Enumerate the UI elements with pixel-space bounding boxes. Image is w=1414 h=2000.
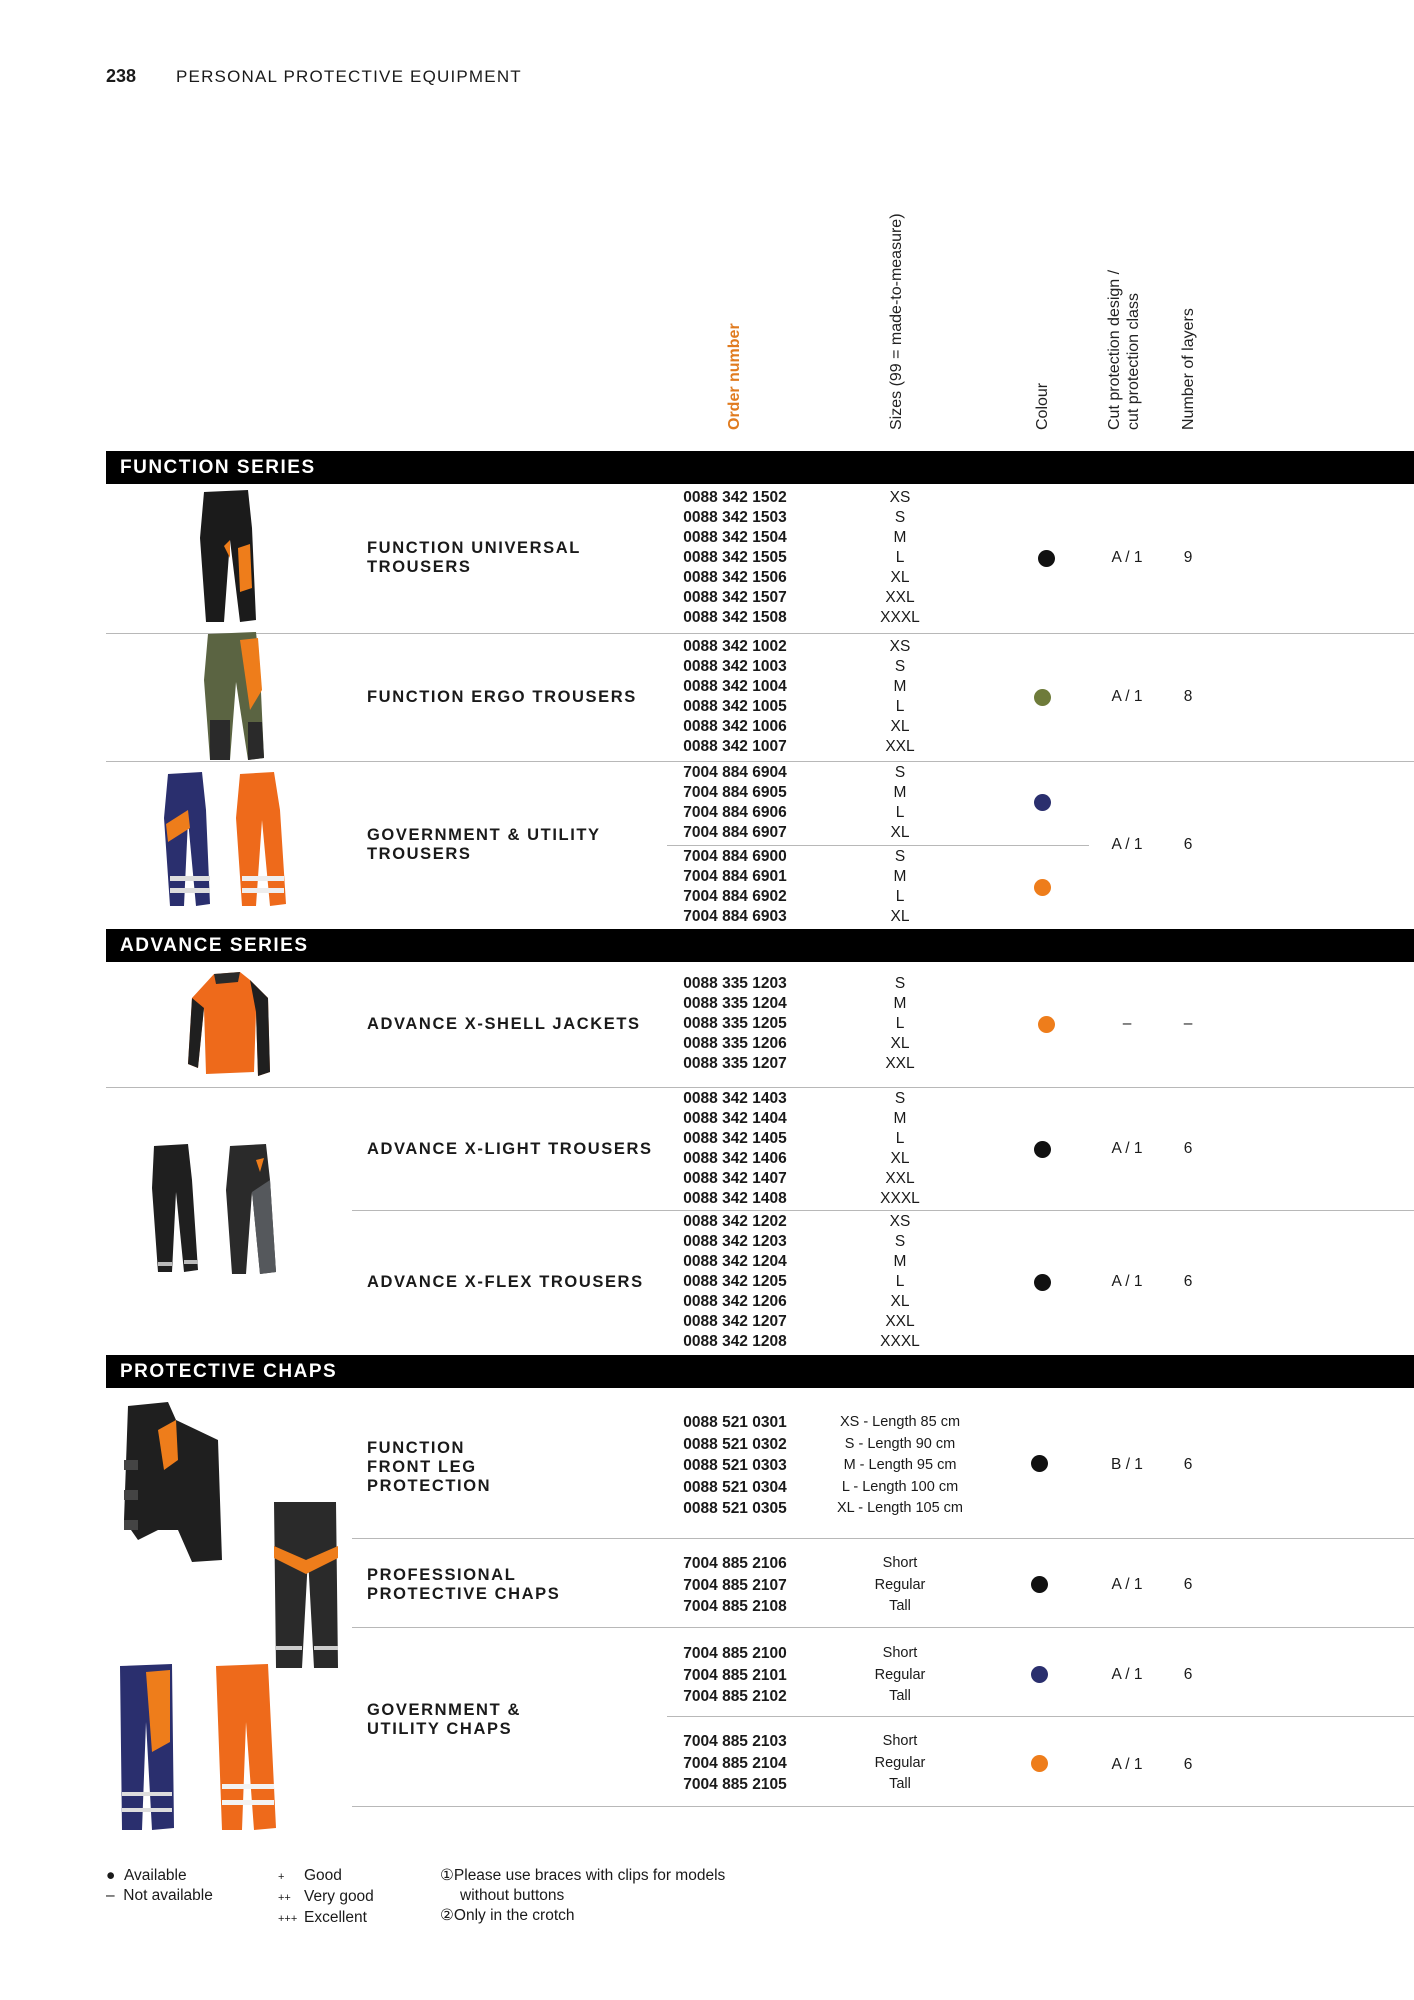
order-number: 0088 342 1508: [683, 609, 787, 626]
size: XXXL: [880, 1190, 920, 1207]
order-number: 7004 885 2100: [683, 1645, 787, 1662]
size: L: [895, 804, 905, 821]
order-number: 7004 885 2108: [683, 1598, 787, 1615]
order-list-x-shell: [660, 974, 810, 1074]
order-number: 0088 342 1007: [683, 738, 787, 755]
section-function-series: FUNCTION SERIES: [106, 451, 1414, 484]
size: XS: [889, 489, 911, 506]
layer-count: –: [1183, 1015, 1193, 1032]
order-list-gov-chaps-navy: [660, 1643, 810, 1708]
order-number: 0088 342 1405: [683, 1130, 787, 1147]
product-photo-function-ergo: [196, 630, 280, 762]
size: Short: [882, 1645, 918, 1661]
row-divider: [106, 761, 1414, 762]
product-name: GOVERNMENT & UTILITY CHAPS: [367, 1701, 521, 1738]
product-name: FUNCTION FRONT LEG PROTECTION: [367, 1439, 492, 1495]
size: Regular: [874, 1576, 926, 1593]
colour-dot-black: [1034, 1274, 1051, 1291]
cut-class: A / 1: [1111, 549, 1143, 566]
product-photo-function-universal: [190, 488, 270, 626]
order-number: 0088 342 1507: [683, 589, 787, 606]
cut-class: A / 1: [1111, 688, 1143, 705]
size: XXXL: [880, 609, 920, 626]
legend-not-available: Not available: [123, 1887, 213, 1904]
order-number: 7004 885 2101: [683, 1666, 787, 1684]
row-divider: [352, 1538, 1414, 1539]
layer-count: 6: [1183, 1140, 1193, 1157]
order-number: 0088 342 1205: [683, 1273, 787, 1290]
size: XL: [890, 1150, 910, 1167]
order-number: 0088 335 1207: [683, 1055, 787, 1072]
cut-class: A / 1: [1111, 1140, 1143, 1157]
layer-count: 6: [1183, 1576, 1193, 1593]
order-number: 0088 335 1204: [683, 995, 787, 1012]
size: Tall: [889, 1598, 911, 1614]
colour-dot-olive: [1034, 689, 1051, 706]
size: XS: [889, 1213, 911, 1230]
order-number: 7004 885 2102: [683, 1688, 787, 1705]
legend-rating: [278, 1866, 374, 1929]
row-divider: [352, 1627, 1414, 1628]
colour-dot-black: [1031, 1455, 1048, 1472]
product-name: PROFESSIONAL PROTECTIVE CHAPS: [367, 1566, 561, 1603]
colour-dot-orange: [1034, 879, 1051, 896]
legend-notes: [440, 1866, 725, 1926]
legend-availability: [106, 1866, 213, 1906]
order-number: 0088 342 1204: [683, 1253, 787, 1270]
cut-class: A / 1: [1111, 1576, 1143, 1593]
product-photo-gov-utility-trousers: [158, 770, 298, 910]
order-number: 7004 885 2104: [683, 1754, 787, 1772]
size: L: [895, 698, 905, 715]
size: M: [893, 1253, 907, 1270]
col-layers: Number of layers: [1180, 308, 1197, 430]
size: L: [895, 1015, 905, 1032]
size: XS - Length 85 cm: [839, 1414, 961, 1430]
legend-good: Good: [304, 1867, 342, 1884]
size: L: [895, 888, 905, 905]
size: L: [895, 1273, 905, 1290]
col-sizes: Sizes (99 = made-to-measure): [888, 213, 905, 430]
size: Regular: [874, 1754, 926, 1771]
order-number: 7004 884 6905: [683, 784, 787, 801]
size: Tall: [889, 1776, 911, 1792]
product-photo-gov-utility-chaps: [112, 1662, 292, 1834]
order-number: 0088 521 0302: [683, 1435, 787, 1453]
legend-available: Available: [124, 1867, 187, 1884]
order-number: 0088 342 1503: [683, 509, 787, 526]
size-list-front-leg: [820, 1412, 980, 1520]
size-list-gov-chaps-navy: [820, 1643, 980, 1708]
cut-class: –: [1122, 1015, 1132, 1032]
product-photo-advance-trousers: [148, 1140, 288, 1280]
size: M: [893, 1110, 907, 1127]
order-number: 0088 342 1506: [683, 569, 787, 586]
section-advance-series: ADVANCE SERIES: [106, 929, 1414, 962]
order-number: 0088 342 1407: [683, 1170, 787, 1187]
size: S: [894, 1233, 906, 1250]
size: S: [894, 658, 906, 675]
colour-dot-orange: [1038, 1016, 1055, 1033]
col-order-number: Order number: [726, 323, 743, 430]
order-number: 0088 342 1006: [683, 718, 787, 735]
not-available-dash-icon: –: [106, 1887, 115, 1904]
sub-row-divider: [667, 845, 1089, 846]
order-number: 0088 521 0301: [683, 1414, 787, 1431]
layer-count: 6: [1183, 1273, 1193, 1290]
product-photo-x-shell-jacket: [184, 968, 274, 1086]
size: L: [895, 1130, 905, 1147]
size: S: [894, 975, 906, 992]
order-number: 7004 885 2103: [683, 1733, 787, 1750]
size-list-x-light: [820, 1089, 980, 1209]
col-colour: Colour: [1034, 382, 1051, 430]
cut-class: A / 1: [1111, 1756, 1143, 1773]
size: XXL: [885, 1170, 915, 1187]
layer-count: 6: [1183, 1456, 1193, 1473]
size: Regular: [874, 1666, 926, 1683]
product-name: FUNCTION ERGO TROUSERS: [367, 688, 637, 706]
row-divider: [106, 1087, 1414, 1088]
size: Short: [882, 1555, 918, 1571]
size: XL: [890, 1035, 910, 1052]
size: XL: [890, 569, 910, 586]
size-list-professional-chaps: [820, 1553, 980, 1618]
size: S: [894, 509, 906, 526]
colour-dot-black: [1034, 1141, 1051, 1158]
row-divider: [106, 633, 1414, 634]
size: S: [894, 1090, 906, 1107]
order-number: 0088 342 1206: [683, 1293, 787, 1310]
cut-class: A / 1: [1111, 836, 1143, 853]
size: M: [893, 529, 907, 546]
colour-dot-black: [1038, 550, 1055, 567]
order-number: 0088 335 1206: [683, 1035, 787, 1052]
colour-dot-navy: [1031, 1666, 1048, 1683]
size: XXL: [885, 738, 915, 755]
order-number: 0088 342 1208: [683, 1333, 787, 1350]
order-number: 7004 885 2105: [683, 1776, 787, 1793]
order-number: 7004 884 6907: [683, 824, 787, 841]
size: M: [893, 868, 907, 885]
order-list-professional-chaps: [660, 1553, 810, 1618]
size: M: [893, 784, 907, 801]
size: M: [893, 995, 907, 1012]
footnote-2-icon: ②: [440, 1907, 454, 1924]
layer-count: 6: [1183, 1666, 1193, 1683]
plus-two-icon: ++: [278, 1892, 291, 1904]
layer-count: 9: [1183, 549, 1193, 566]
size: S: [894, 764, 906, 781]
order-number: 0088 342 1003: [683, 658, 787, 675]
product-name: ADVANCE X-FLEX TROUSERS: [367, 1273, 644, 1291]
size: S - Length 90 cm: [844, 1435, 956, 1452]
order-list-function-universal: [660, 488, 810, 628]
cut-class: A / 1: [1111, 1273, 1143, 1290]
legend-excellent: Excellent: [304, 1909, 367, 1926]
layer-count: 6: [1183, 836, 1193, 853]
order-number: 0088 342 1202: [683, 1213, 787, 1230]
order-number: 0088 342 1502: [683, 489, 787, 506]
order-number: 7004 884 6901: [683, 868, 787, 885]
product-name: GOVERNMENT & UTILITY TROUSERS: [367, 826, 601, 863]
sub-row-divider: [667, 1716, 1414, 1717]
order-list-function-ergo: [660, 637, 810, 757]
order-number: 0088 342 1004: [683, 678, 787, 695]
order-number: 0088 342 1505: [683, 549, 787, 566]
order-number: 7004 884 6906: [683, 804, 787, 821]
order-number: 0088 342 1404: [683, 1110, 787, 1127]
size: M: [893, 678, 907, 695]
legend-very-good: Very good: [304, 1888, 374, 1905]
col-cut-protection-2: cut protection class: [1125, 293, 1142, 430]
order-number: 0088 342 1406: [683, 1150, 787, 1167]
plus-three-icon: +++: [278, 1913, 298, 1925]
order-number: 0088 335 1205: [683, 1015, 787, 1032]
order-number: 0088 521 0304: [683, 1478, 787, 1496]
order-list-gov-utility-navy: [660, 763, 810, 843]
size: XXL: [885, 1313, 915, 1330]
size: Tall: [889, 1688, 911, 1704]
size: XXL: [885, 589, 915, 606]
colour-dot-black: [1031, 1576, 1048, 1593]
row-divider: [352, 1210, 1414, 1211]
order-number: 0088 342 1005: [683, 698, 787, 715]
plus-one-icon: +: [278, 1871, 285, 1883]
size-list-gov-utility-navy: [820, 763, 980, 843]
order-list-gov-chaps-orange: [660, 1731, 810, 1796]
order-number: 7004 885 2107: [683, 1576, 787, 1594]
size: S: [894, 848, 906, 865]
size: XL: [890, 718, 910, 735]
order-number: 0088 342 1504: [683, 529, 787, 546]
order-number: 0088 521 0303: [683, 1457, 787, 1474]
size: L: [895, 549, 905, 566]
size: XS: [889, 638, 911, 655]
product-photo-professional-chaps: [268, 1498, 344, 1672]
note-2: Only in the crotch: [453, 1907, 575, 1924]
order-number: 0088 342 1207: [683, 1313, 787, 1330]
order-list-x-flex: [660, 1212, 810, 1352]
product-name: ADVANCE X-LIGHT TROUSERS: [367, 1140, 653, 1158]
order-list-gov-utility-orange: [660, 847, 810, 927]
size: XXL: [885, 1055, 915, 1072]
order-number: 0088 342 1408: [683, 1190, 787, 1207]
cut-class: A / 1: [1111, 1666, 1143, 1683]
size-list-function-ergo: [820, 637, 980, 757]
section-protective-chaps: PROTECTIVE CHAPS: [106, 1355, 1414, 1388]
size-list-gov-utility-orange: [820, 847, 980, 927]
note-1-line-1: Please use braces with clips for models: [453, 1867, 726, 1884]
page-number: 238: [106, 66, 137, 86]
size: M - Length 95 cm: [843, 1457, 957, 1473]
order-number: 7004 884 6900: [683, 848, 787, 865]
order-number: 7004 885 2106: [683, 1555, 787, 1572]
page-title: PERSONAL PROTECTIVE EQUIPMENT: [176, 67, 522, 86]
size: XL: [890, 1293, 910, 1310]
colour-dot-navy: [1034, 794, 1051, 811]
colour-dot-orange: [1031, 1755, 1048, 1772]
footnote-1-icon: ①: [440, 1867, 454, 1884]
product-name: FUNCTION UNIVERSAL TROUSERS: [367, 539, 581, 576]
order-number: 7004 884 6903: [683, 908, 787, 925]
available-bullet-icon: ●: [106, 1867, 116, 1884]
layer-count: 6: [1183, 1756, 1193, 1773]
order-number: 7004 884 6904: [683, 764, 787, 781]
size-list-function-universal: [820, 488, 980, 628]
size-list-x-shell: [820, 974, 980, 1074]
size: XL - Length 105 cm: [836, 1500, 963, 1516]
size: XXXL: [880, 1333, 920, 1350]
size: L - Length 100 cm: [841, 1478, 959, 1495]
size-list-x-flex: [820, 1212, 980, 1352]
size: Short: [882, 1733, 918, 1749]
layer-count: 8: [1183, 688, 1193, 705]
note-1-line-2: without buttons: [460, 1887, 565, 1904]
size: XL: [890, 908, 910, 925]
size-list-gov-chaps-orange: [820, 1731, 980, 1796]
cut-class: B / 1: [1111, 1456, 1143, 1473]
order-number: 0088 521 0305: [683, 1500, 787, 1517]
order-number: 0088 335 1203: [683, 975, 787, 992]
col-cut-protection-1: Cut protection design /: [1106, 269, 1123, 430]
order-number: 7004 884 6902: [683, 888, 787, 905]
order-number: 0088 342 1203: [683, 1233, 787, 1250]
order-number: 0088 342 1002: [683, 638, 787, 655]
row-divider: [352, 1806, 1414, 1807]
order-list-x-light: [660, 1089, 810, 1209]
product-name: ADVANCE X-SHELL JACKETS: [367, 1015, 641, 1033]
order-number: 0088 342 1403: [683, 1090, 787, 1107]
size: XL: [890, 824, 910, 841]
order-list-front-leg: [660, 1412, 810, 1520]
product-photo-front-leg-protection: [118, 1400, 238, 1564]
